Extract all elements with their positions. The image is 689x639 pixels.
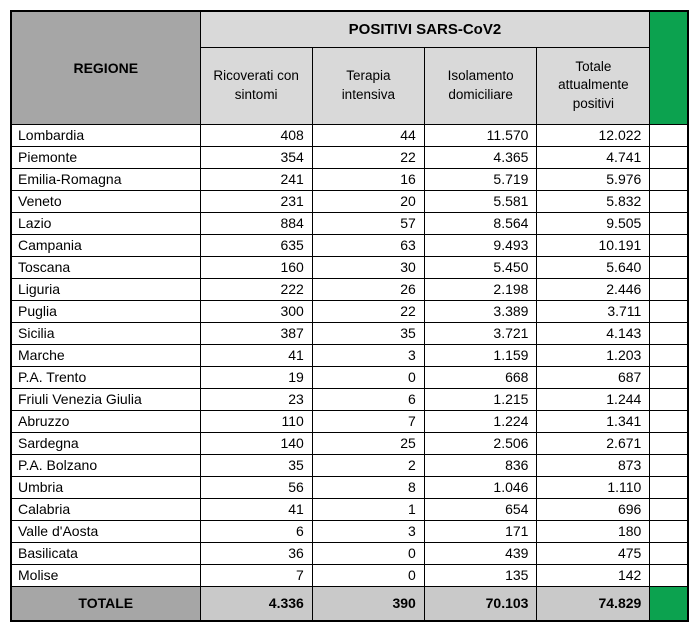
value-cell: 9.493 [424, 234, 537, 256]
table-row [11, 366, 688, 388]
clipped-empty-cell [650, 234, 688, 256]
value-cell: 2.671 [537, 432, 650, 454]
value-cell: 3.389 [424, 300, 537, 322]
value-cell: 884 [200, 212, 312, 234]
value-cell: 1.244 [537, 388, 650, 410]
table-row [11, 344, 688, 366]
value-cell: 41 [200, 498, 312, 520]
value-cell: 5.581 [424, 190, 537, 212]
value-cell: 8 [312, 476, 424, 498]
value-cell: 668 [424, 366, 537, 388]
clipped-empty-cell [650, 564, 688, 586]
table-row [11, 168, 688, 190]
value-cell: 3 [312, 344, 424, 366]
value-cell: 16 [312, 168, 424, 190]
value-cell: 63 [312, 234, 424, 256]
clipped-empty-cell [650, 476, 688, 498]
region-name-cell: Puglia [11, 300, 200, 322]
value-cell: 3.721 [424, 322, 537, 344]
clipped-empty-cell [650, 344, 688, 366]
value-cell: 171 [424, 520, 537, 542]
region-name-cell: Lombardia [11, 124, 200, 146]
table-title: POSITIVI SARS-CoV2 [200, 11, 650, 47]
clipped-empty-cell [650, 124, 688, 146]
region-name-cell: Campania [11, 234, 200, 256]
value-cell: 12.022 [537, 124, 650, 146]
table-row [11, 146, 688, 168]
col-header-ricoverati-con-sintomi: Ricoverati con sintomi [200, 47, 312, 124]
region-name-cell: Friuli Venezia Giulia [11, 388, 200, 410]
table-row [11, 278, 688, 300]
value-cell: 1 [312, 498, 424, 520]
value-cell: 30 [312, 256, 424, 278]
value-cell: 3 [312, 520, 424, 542]
value-cell: 160 [200, 256, 312, 278]
clipped-green-column-header [650, 11, 688, 124]
covid-positives-table-wrap [10, 10, 689, 622]
region-name-cell: Molise [11, 564, 200, 586]
value-cell: 2.506 [424, 432, 537, 454]
value-cell: 354 [200, 146, 312, 168]
value-cell: 4.143 [537, 322, 650, 344]
total-ricoverati-cell: 4.336 [200, 586, 312, 621]
value-cell: 110 [200, 410, 312, 432]
value-cell: 19 [200, 366, 312, 388]
value-cell: 0 [312, 542, 424, 564]
col-header-totale-attualmente-positivi: Totale attualmente positivi [537, 47, 650, 124]
value-cell: 5.640 [537, 256, 650, 278]
region-name-cell: Toscana [11, 256, 200, 278]
value-cell: 22 [312, 146, 424, 168]
value-cell: 23 [200, 388, 312, 410]
region-column-header: REGIONE [11, 11, 200, 124]
table-row [11, 256, 688, 278]
total-label: TOTALE [11, 586, 200, 621]
value-cell: 439 [424, 542, 537, 564]
table-row [11, 388, 688, 410]
clipped-empty-cell [650, 388, 688, 410]
value-cell: 6 [312, 388, 424, 410]
value-cell: 2.446 [537, 278, 650, 300]
value-cell: 35 [312, 322, 424, 344]
region-name-cell: Sicilia [11, 322, 200, 344]
table-row [11, 322, 688, 344]
header-title-row [11, 11, 688, 47]
value-cell: 2 [312, 454, 424, 476]
value-cell: 475 [537, 542, 650, 564]
clipped-empty-cell [650, 520, 688, 542]
clipped-empty-cell [650, 498, 688, 520]
clipped-empty-cell [650, 256, 688, 278]
value-cell: 0 [312, 564, 424, 586]
value-cell: 300 [200, 300, 312, 322]
value-cell: 7 [312, 410, 424, 432]
clipped-empty-cell [650, 454, 688, 476]
col-header-terapia-intensiva: Terapia intensiva [312, 47, 424, 124]
value-cell: 387 [200, 322, 312, 344]
region-name-cell: Sardegna [11, 432, 200, 454]
value-cell: 1.159 [424, 344, 537, 366]
value-cell: 25 [312, 432, 424, 454]
value-cell: 2.198 [424, 278, 537, 300]
value-cell: 5.719 [424, 168, 537, 190]
clipped-empty-cell [650, 146, 688, 168]
total-attualmente-positivi-cell: 74.829 [537, 586, 650, 621]
value-cell: 635 [200, 234, 312, 256]
region-name-cell: Basilicata [11, 542, 200, 564]
table-row [11, 520, 688, 542]
value-cell: 135 [424, 564, 537, 586]
region-name-cell: Valle d'Aosta [11, 520, 200, 542]
covid-positives-table [10, 10, 689, 622]
value-cell: 408 [200, 124, 312, 146]
clipped-empty-cell [650, 366, 688, 388]
value-cell: 20 [312, 190, 424, 212]
table-row [11, 432, 688, 454]
region-name-cell: Calabria [11, 498, 200, 520]
value-cell: 687 [537, 366, 650, 388]
value-cell: 1.046 [424, 476, 537, 498]
value-cell: 231 [200, 190, 312, 212]
value-cell: 4.741 [537, 146, 650, 168]
value-cell: 222 [200, 278, 312, 300]
value-cell: 36 [200, 542, 312, 564]
value-cell: 140 [200, 432, 312, 454]
clipped-empty-cell [650, 322, 688, 344]
value-cell: 1.203 [537, 344, 650, 366]
clipped-empty-cell [650, 212, 688, 234]
value-cell: 35 [200, 454, 312, 476]
value-cell: 696 [537, 498, 650, 520]
table-row [11, 542, 688, 564]
table-row [11, 124, 688, 146]
value-cell: 44 [312, 124, 424, 146]
value-cell: 654 [424, 498, 537, 520]
clipped-empty-cell [650, 278, 688, 300]
value-cell: 241 [200, 168, 312, 190]
region-name-cell: P.A. Bolzano [11, 454, 200, 476]
region-name-cell: Veneto [11, 190, 200, 212]
region-name-cell: Lazio [11, 212, 200, 234]
table-row [11, 190, 688, 212]
value-cell: 6 [200, 520, 312, 542]
table-row [11, 300, 688, 322]
clipped-empty-cell [650, 542, 688, 564]
table-row [11, 564, 688, 586]
value-cell: 180 [537, 520, 650, 542]
region-name-cell: Piemonte [11, 146, 200, 168]
value-cell: 836 [424, 454, 537, 476]
value-cell: 142 [537, 564, 650, 586]
value-cell: 9.505 [537, 212, 650, 234]
clipped-empty-cell [650, 190, 688, 212]
value-cell: 5.450 [424, 256, 537, 278]
region-name-cell: Emilia-Romagna [11, 168, 200, 190]
col-header-isolamento-domiciliare: Isolamento domiciliare [424, 47, 537, 124]
value-cell: 8.564 [424, 212, 537, 234]
region-name-cell: Marche [11, 344, 200, 366]
table-row [11, 476, 688, 498]
table-row [11, 234, 688, 256]
value-cell: 41 [200, 344, 312, 366]
region-name-cell: Umbria [11, 476, 200, 498]
region-name-cell: P.A. Trento [11, 366, 200, 388]
value-cell: 1.215 [424, 388, 537, 410]
value-cell: 1.341 [537, 410, 650, 432]
table-body [11, 124, 688, 586]
value-cell: 5.976 [537, 168, 650, 190]
table-row [11, 498, 688, 520]
clipped-empty-cell [650, 168, 688, 190]
value-cell: 10.191 [537, 234, 650, 256]
table-row [11, 454, 688, 476]
clipped-green-total-cell [650, 586, 688, 621]
clipped-empty-cell [650, 300, 688, 322]
region-name-cell: Abruzzo [11, 410, 200, 432]
value-cell: 0 [312, 366, 424, 388]
value-cell: 4.365 [424, 146, 537, 168]
clipped-empty-cell [650, 432, 688, 454]
value-cell: 3.711 [537, 300, 650, 322]
value-cell: 7 [200, 564, 312, 586]
table-row [11, 212, 688, 234]
total-row [11, 586, 688, 621]
total-terapia-intensiva-cell: 390 [312, 586, 424, 621]
value-cell: 57 [312, 212, 424, 234]
value-cell: 11.570 [424, 124, 537, 146]
value-cell: 5.832 [537, 190, 650, 212]
clipped-empty-cell [650, 410, 688, 432]
total-isolamento-cell: 70.103 [424, 586, 537, 621]
value-cell: 1.110 [537, 476, 650, 498]
value-cell: 1.224 [424, 410, 537, 432]
value-cell: 56 [200, 476, 312, 498]
value-cell: 22 [312, 300, 424, 322]
region-name-cell: Liguria [11, 278, 200, 300]
value-cell: 26 [312, 278, 424, 300]
value-cell: 873 [537, 454, 650, 476]
table-row [11, 410, 688, 432]
